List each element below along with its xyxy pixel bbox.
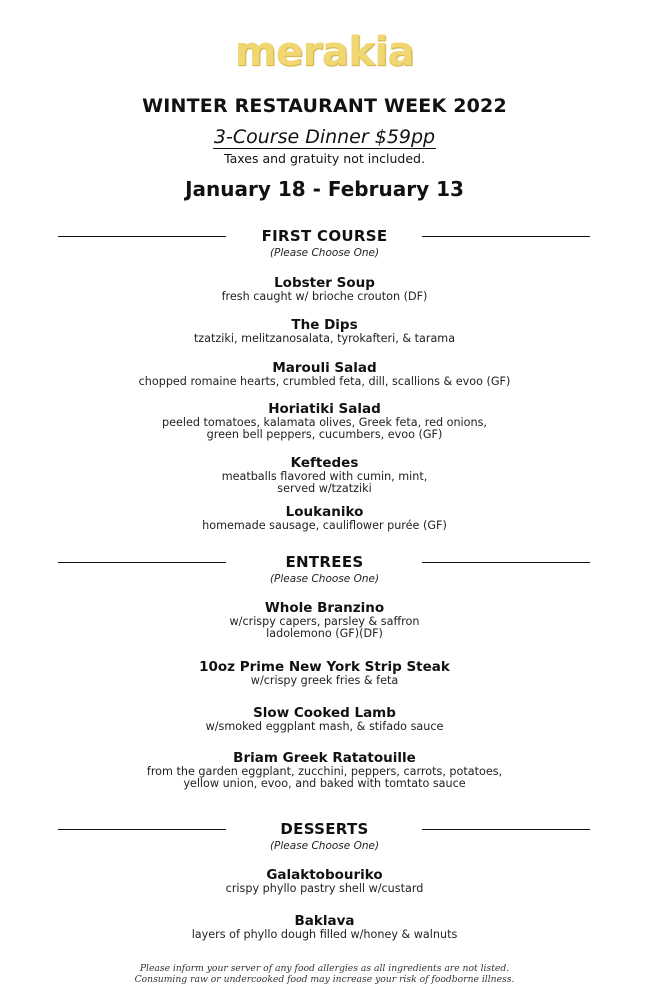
divider — [422, 236, 590, 237]
menu-item — [0, 275, 649, 303]
item-description: layers of phyllo dough filled w/honey & walnuts — [191, 928, 458, 941]
restaurant-logo: merakia — [234, 29, 415, 75]
item-name: Lobster Soup — [274, 275, 375, 291]
item-description: meatballs flavored with cumin, mint, served w/tzatziki — [221, 470, 428, 495]
item-name: The Dips — [291, 317, 358, 333]
item-name: Baklava — [294, 913, 355, 929]
section-header — [0, 818, 649, 840]
item-name: Galaktobouriko — [266, 867, 383, 883]
item-name: 10oz Prime New York Strip Steak — [199, 659, 450, 675]
date-range: January 18 - February 13 — [185, 177, 464, 201]
choose-note: (Please Choose One) — [269, 840, 380, 852]
choose-note: (Please Choose One) — [269, 573, 380, 585]
menu-item — [0, 360, 649, 388]
tax-note: Taxes and gratuity not included. — [224, 151, 425, 166]
section-header — [0, 225, 649, 247]
item-description: w/crispy greek fries & feta — [250, 674, 399, 687]
item-description: from the garden eggplant, zucchini, peppers, carrots, potatoes, yellow union, evoo, and baked with tomtato sauce — [146, 765, 503, 790]
allergy-disclaimer: Please inform your server of any food allergies as all ingredients are not listed. Consuming raw or undercooked food may increase your risk of foodborne illness. — [134, 963, 515, 985]
item-name: Keftedes — [290, 455, 359, 471]
item-name: Horiatiki Salad — [268, 401, 381, 417]
menu-item — [0, 317, 649, 345]
item-name: Whole Branzino — [264, 600, 385, 616]
desserts-section — [0, 818, 649, 853]
item-description: w/crispy capers, parsley & saffron ladolemono (GF)(DF) — [229, 615, 420, 640]
section-title: DESSERTS — [280, 820, 369, 838]
menu-item — [0, 867, 649, 895]
item-description: chopped romaine hearts, crumbled feta, dill, scallions & evoo (GF) — [138, 375, 511, 388]
item-description: tzatziki, melitzanosalata, tyrokafteri, & tarama — [193, 332, 456, 345]
menu-item — [0, 504, 649, 532]
menu-item — [0, 705, 649, 733]
item-description: fresh caught w/ brioche crouton (DF) — [221, 290, 428, 303]
menu-item — [0, 455, 649, 495]
item-name: Slow Cooked Lamb — [253, 705, 396, 721]
item-description: crispy phyllo pastry shell w/custard — [225, 882, 424, 895]
menu-item — [0, 600, 649, 640]
divider — [422, 829, 590, 830]
menu-title: WINTER RESTAURANT WEEK 2022 — [142, 95, 507, 117]
section-title: ENTREES — [285, 553, 364, 571]
choose-note: (Please Choose One) — [269, 247, 380, 259]
section-title: FIRST COURSE — [261, 227, 388, 245]
item-description: peeled tomatoes, kalamata olives, Greek feta, red onions, green bell peppers, cucumbers, evoo (GF) — [162, 416, 487, 441]
menu-item — [0, 659, 649, 687]
first-course-section — [0, 225, 649, 260]
item-description: w/smoked eggplant mash, & stifado sauce — [205, 720, 444, 733]
menu-item — [0, 401, 649, 441]
item-description: homemade sausage, cauliflower purée (GF) — [202, 519, 447, 532]
item-name: Briam Greek Ratatouille — [233, 750, 416, 766]
section-header — [0, 551, 649, 573]
item-name: Marouli Salad — [272, 360, 377, 376]
item-name: Loukaniko — [285, 504, 364, 520]
entrees-section — [0, 551, 649, 586]
menu-subtitle — [0, 124, 649, 151]
price-line: 3-Course Dinner $59pp — [213, 126, 436, 148]
divider — [422, 562, 590, 563]
menu-item — [0, 750, 649, 790]
menu-item — [0, 913, 649, 941]
